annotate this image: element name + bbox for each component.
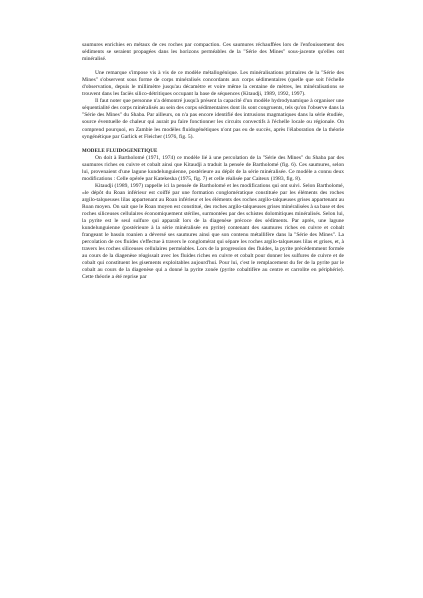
paragraph-bartholome: On doit à Bartholomé (1971, 1974) ce modèle lié à une percolation de la "Série des Mines" du Shaba par des saumures riches en cuivre et cobalt ainsi que Kitaudji a traduit la pensée de Bartholomé (fig. 6). Ces saumures, selon lui, provenaient d'une lagune kundelunguienne, postérieure au dépôt de la série minéralisée. Ce modèle a connu deux modifications : Celle opérée par Katekesha (1975, fig. 7) et celle réalisée par Caiteux (1983, fig. 8). bbox=[82, 154, 344, 182]
paragraph-saumures: saumures enrichies en métaux de ces roches par compaction. Ces saumures réchauffées lors de l'enfouissement des sédiments se seraient propagées dans les horizons perméables de la "Série des Mines" sous-jacente qu'elles ont minéralisé. bbox=[82, 42, 344, 63]
section-heading: MODELE FLUIDOGENETIQUE bbox=[82, 148, 158, 154]
paragraph-remarque: Une remarque s'impose vis à vis de ce modèle métallogénique. Les minéralisations primaires de la "Série des Mines" s'observent sous forme de corps minéralisés concordants aux corps sédimentaires (quelle que soit l'échelle d'observation, depuis le millimètre jusqu'au décamètre et voire même la centaine de mètres, les minéralisations se trouvent dans les faciès silico-détritiques occupant la base de séquences (Kitaudji, 1989, 1992, 1997). bbox=[82, 70, 344, 98]
document-page bbox=[82, 42, 344, 282]
paragraph-kitaudji: Kitaudji (1989, 1997) rappelle ici la pensée de Bartholomé et les modifications qui ont suivi. Selon Bartholomé, «le dépôt du Roan inférieur est coiffé par une formation conglomératique constituée par les éléments des roches argilo-talqueuses lilas appartenant au Roan inférieur et les éléments des roches argilo-talqueuses grises appartenant au Roan moyen. On sait que le Roan moyen est constitué, des roches argilo-talqueuses grises minéralisées à sa base et des roches siliceuses cellulaires économiquement stériles, surmontées par des schistes dolomitiques minéralisés. Selon lui, la pyrite est le seul sulfure qui apparaît lors de la diagenèse précoce des sédiments. Par après, une lagune kundelunguienne (postérieure à la série minéralisée en pyrite) contenant des saumures riches en cuivre et cobalt frangeant le bassin roanien a déversé ses saumures ainsi que son contenu métallifère dans la "Série des Mines". La percolation de ces fluides s'effectue à travers le conglomérat qui sépare les roches argilo-talqueuses lilas et grises, et, à travers les roches siliceuses cellulaires perméables. Lors de la progression des fluides, la pyrite précédemment formée au cours de la diagenèse réagissait avec les fluides riches en cuivre et cobalt pour donner les sulfures de cuivre et de cobalt qui constituent les gisements exploitables aujourd'hui. Pour lui, c'est le remplacement du fer de la pyrite par le cobalt au cours de la diagenèse qui a donné la pyrite zonée (pyrite cobaltifère au centre et carrolite en périphérie). Cette théorie a été reprise par bbox=[82, 182, 344, 281]
paragraph-hydrodynamique: Il faut noter que personne n'a démontré jusqu'à présent la capacité d'un modèle hydrodynamique à organiser une séquentialité des corps minéralisés au sein des corps sédimentaires dont ils sont congruents, tels qu'on l'observe dans la "Série des Mines" du Shaba. Par ailleurs, on n'a pas encore identifié des intrusions magmatiques dans la série étudiée, source éventuelle de chaleur qui aurait pu faire fonctionner les circuits convectifs à l'échelle locale ou régionale. On comprend pourquoi, en Zambie les modèles fluidogénétiques n'ont pas eu de succès, après l'élaboration de la théorie syngénétique par Garlick et Fleicher (1976, fig. 5). bbox=[82, 98, 344, 140]
